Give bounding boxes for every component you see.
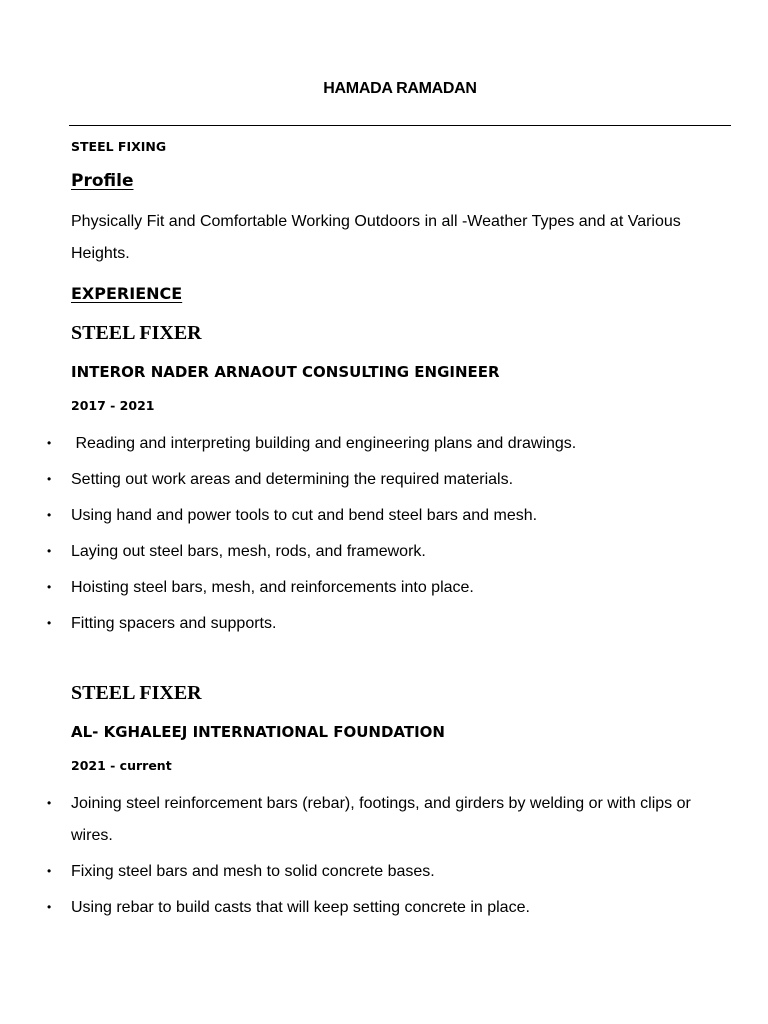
duty-text: Reading and interpreting building and engineering plans and drawings. bbox=[71, 435, 577, 452]
duty-item bbox=[47, 536, 731, 568]
job-dates: 2017 - 2021 bbox=[71, 398, 155, 413]
bullet-icon: • bbox=[47, 899, 52, 914]
bullet-icon: • bbox=[47, 796, 52, 810]
duty-item bbox=[47, 608, 731, 640]
profile-text: Physically Fit and Comfortable Working Outdoors in all -Weather Types and at Various Heights. bbox=[71, 213, 681, 262]
duty-text: Hoisting steel bars, mesh, and reinforcements into place. bbox=[71, 579, 474, 596]
duty-text: Using rebar to build casts that will keep setting concrete in place. bbox=[71, 898, 530, 916]
bullet-icon: • bbox=[47, 544, 52, 558]
duty-text: Joining steel reinforcement bars (rebar), footings, and girders by welding or with clips or wires. bbox=[71, 795, 691, 844]
candidate-name: HAMADA RAMADAN bbox=[323, 80, 477, 97]
bullet-icon: • bbox=[47, 472, 52, 486]
job-title: STEEL FIXER bbox=[71, 322, 202, 344]
profile-heading: Profile bbox=[71, 171, 134, 191]
duty-text: Using hand and power tools to cut and bend steel bars and mesh. bbox=[71, 507, 538, 524]
duty-list bbox=[47, 788, 731, 923]
duty-item bbox=[47, 572, 731, 604]
job-entry bbox=[47, 679, 731, 928]
bullet-icon: • bbox=[47, 616, 52, 630]
duty-text: Setting out work areas and determining the required materials. bbox=[71, 471, 514, 488]
company-name: AL- KGHALEEJ INTERNATIONAL FOUNDATION bbox=[71, 723, 445, 741]
trade-subtitle: STEEL FIXING bbox=[71, 139, 167, 154]
job-entry bbox=[47, 319, 731, 644]
duty-item bbox=[47, 856, 731, 888]
duty-item bbox=[47, 428, 731, 460]
company-name: INTEROR NADER ARNAOUT CONSULTING ENGINEER bbox=[71, 363, 500, 381]
duty-item bbox=[47, 788, 731, 851]
duty-item bbox=[47, 500, 731, 532]
bullet-icon: • bbox=[47, 436, 52, 450]
duty-item bbox=[47, 464, 731, 496]
job-dates: 2021 - current bbox=[71, 758, 172, 773]
bullet-icon: • bbox=[47, 580, 52, 594]
duty-text: Fixing steel bars and mesh to solid concrete bases. bbox=[71, 862, 435, 880]
duty-list bbox=[47, 428, 731, 640]
job-title: STEEL FIXER bbox=[71, 682, 202, 704]
header-divider bbox=[69, 125, 731, 126]
experience-heading: EXPERIENCE bbox=[71, 284, 183, 303]
duty-text: Fitting spacers and supports. bbox=[71, 615, 277, 632]
bullet-icon: • bbox=[47, 508, 52, 522]
duty-text: Laying out steel bars, mesh, rods, and framework. bbox=[71, 543, 426, 560]
bullet-icon: • bbox=[47, 863, 52, 878]
duty-item bbox=[47, 892, 731, 924]
